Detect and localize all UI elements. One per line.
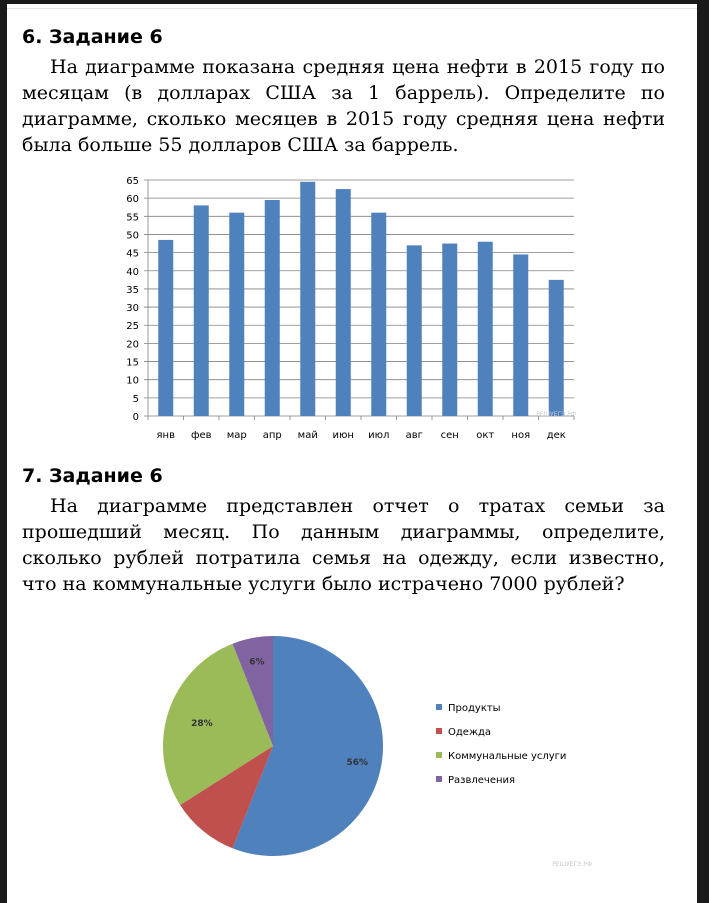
task6-text: На диаграмме показана средняя цена нефти в 2015 году по месяцам (в долларах США за 1 баррель). Определите по диаграмме, сколько месяцев в 2015 году средняя цена нефти была больше 55 долларов США за баррель. [22,56,665,156]
y-tick-label: 5 [132,393,139,405]
x-tick-label: июн [332,430,354,441]
x-tick-label: янв [156,430,175,441]
bar-авг [407,245,422,416]
x-tick-label: мар [226,430,247,441]
x-tick-label: авг [405,430,423,441]
y-tick-label: 0 [132,412,139,423]
bar-ноя [513,254,528,416]
bar-июл [371,213,386,416]
pie-data-label: 28% [191,718,213,729]
y-tick-label: 15 [126,357,139,369]
legend-marker [436,728,442,734]
y-tick-label: 35 [126,284,139,296]
y-tick-label: 20 [126,339,139,351]
bar-сен [442,244,457,416]
y-tick-label: 10 [126,375,139,387]
document-page [7,4,697,903]
task6-heading: 6. Задание 6 [22,26,163,48]
x-tick-label: ноя [511,430,531,441]
bar-апр [265,200,280,416]
legend-label: Одежда [448,727,491,738]
task7-text: На диаграмме представлен отчет о тратах семьи за прошедший месяц. По данным диаграммы, определите, сколько рублей потратила семья на одежду, если известно, что на коммунальные услуги было истрачено 7000 рублей? [22,495,665,595]
y-tick-label: 25 [126,321,139,333]
bar-июн [336,189,351,416]
oil-price-bar-chart [102,168,587,448]
legend-marker [436,704,442,710]
legend-marker [436,752,442,758]
y-tick-label: 30 [126,303,139,315]
y-tick-label: 60 [126,194,139,206]
watermark: РЕШУЕГЭ.РФ [552,861,592,868]
bar-май [300,182,315,416]
bar-фев [194,205,209,416]
bar-янв [158,240,173,416]
pie-data-label: 6% [249,657,265,668]
task7-heading: 7. Задание 6 [22,465,163,487]
y-tick-label: 40 [126,266,139,278]
page-top-edge [7,4,697,9]
bar-мар [229,213,244,416]
legend-label: Коммунальные услуги [448,751,567,762]
y-tick-label: 55 [126,212,139,224]
x-tick-label: май [297,430,318,441]
x-tick-label: дек [546,430,566,441]
x-tick-label: фев [190,430,212,441]
bar-дек [549,280,564,416]
watermark: РЕШУЕГЭ.РФ [536,411,576,418]
x-tick-label: сен [440,430,459,441]
family-expenses-pie-chart [147,624,597,874]
x-tick-label: апр [262,430,282,441]
y-tick-label: 50 [126,230,139,242]
x-tick-label: июл [368,430,390,441]
y-tick-label: 45 [126,248,139,260]
legend-marker [436,776,442,782]
y-tick-label: 65 [126,176,139,187]
bar-окт [478,242,493,416]
x-tick-label: окт [476,430,495,441]
legend-label: Продукты [448,703,501,714]
pie-data-label: 56% [346,758,369,769]
legend-label: Развлечения [448,775,516,786]
